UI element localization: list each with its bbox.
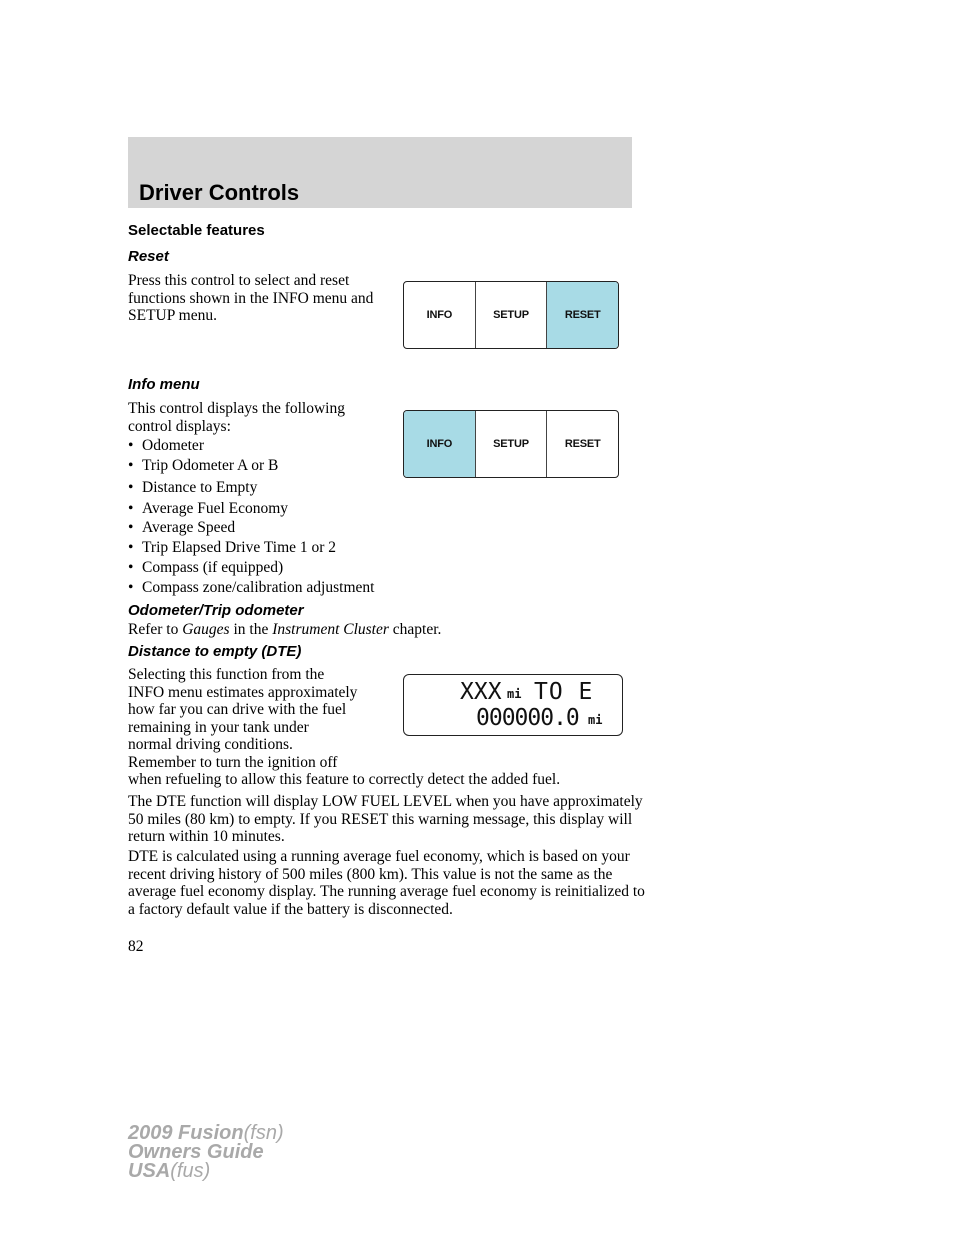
footer-market-code: (fus) [170, 1160, 211, 1182]
bullet-icon: • [128, 478, 134, 496]
dte-display-illustration [403, 674, 623, 736]
footer-guide-title: Owners Guide [128, 1141, 264, 1163]
instrument-cluster-reference: Instrument Cluster [272, 621, 389, 638]
subsection-heading-info-menu: Info menu [128, 376, 200, 393]
dte-display-value: XXX [460, 679, 502, 705]
bullet-icon: • [128, 456, 134, 474]
list-item: • Distance to Empty [128, 476, 528, 499]
footer-market: USA [128, 1160, 171, 1182]
odometer-display-unit: mi [588, 713, 603, 727]
setup-button-label: SETUP [475, 411, 547, 477]
list-item: • Average Speed [128, 519, 236, 537]
footer-model-code: (fsn) [243, 1122, 284, 1144]
list-item: • Odometer [128, 437, 204, 454]
odometer-reference: Refer to Gauges in the Instrument Cluster chapter. [128, 621, 442, 638]
info-button-label: INFO [426, 309, 453, 321]
dte-paragraph-2: The DTE function will display LOW FUEL LEVEL when you have approximately 50 miles (80 km) to empty. If you RESET this warning message, this display will return within 10 minutes. [128, 793, 643, 846]
subsection-heading-dte: Distance to empty (DTE) [128, 643, 302, 660]
chapter-title: Driver Controls [139, 180, 300, 205]
gauges-reference: Gauges [182, 621, 230, 638]
control-panel-reset-highlight [403, 281, 619, 349]
dte-paragraph-1: Selecting this function from the INFO menu estimates approximately how far you can drive with the fuel remaining in your tank under normal driving conditions. Remember to turn the ignition off [128, 666, 358, 771]
dte-display-unit: mi [507, 687, 522, 701]
info-menu-intro: This control displays the following control displays: [128, 400, 345, 435]
subsection-heading-reset: Reset [128, 248, 169, 265]
reset-button-label-highlighted: RESET [546, 282, 618, 348]
bullet-icon: • [128, 519, 134, 537]
bullet-icon: • [128, 437, 134, 454]
bullet-icon: • [128, 499, 134, 517]
reset-button-label: RESET [546, 411, 618, 477]
list-item: • Compass (if equipped) [128, 558, 284, 576]
dte-paragraph-3: DTE is calculated using a running average fuel economy, which is based on your recent driving history of 500 miles (800 km). This value is not the same as the average fuel economy display. The running average fuel economy is reinitialized to a factory default value if the battery is disconnected. [128, 848, 645, 918]
setup-button-label: SETUP [475, 282, 547, 348]
footer-model: 2009 Fusion [128, 1122, 244, 1144]
bullet-icon: • [128, 578, 134, 596]
info-button-label-highlighted: INFO [404, 411, 475, 477]
list-item: • Compass zone/calibration adjustment [128, 578, 375, 596]
document-footer [128, 1124, 284, 1181]
list-item: • Trip Odometer A or B [128, 456, 279, 474]
subsection-heading-odometer: Odometer/Trip odometer [128, 602, 304, 619]
list-item: • Average Fuel Economy [128, 499, 289, 517]
section-heading-selectable: Selectable features [128, 222, 265, 239]
reset-description: Press this control to select and reset functions shown in the INFO menu and SETUP menu. [128, 272, 374, 325]
dte-display-to-empty: TO E [534, 679, 594, 705]
bullet-icon: • [128, 539, 134, 557]
dte-paragraph-1-end: when refueling to allow this feature to correctly detect the added fuel. [128, 771, 561, 788]
page-number: 82 [128, 938, 144, 955]
bullet-icon: • [128, 558, 134, 576]
odometer-display-value: 000000.0 [476, 705, 579, 731]
info-menu-list [128, 436, 528, 598]
list-item: • Trip Elapsed Drive Time 1 or 2 [128, 539, 337, 557]
